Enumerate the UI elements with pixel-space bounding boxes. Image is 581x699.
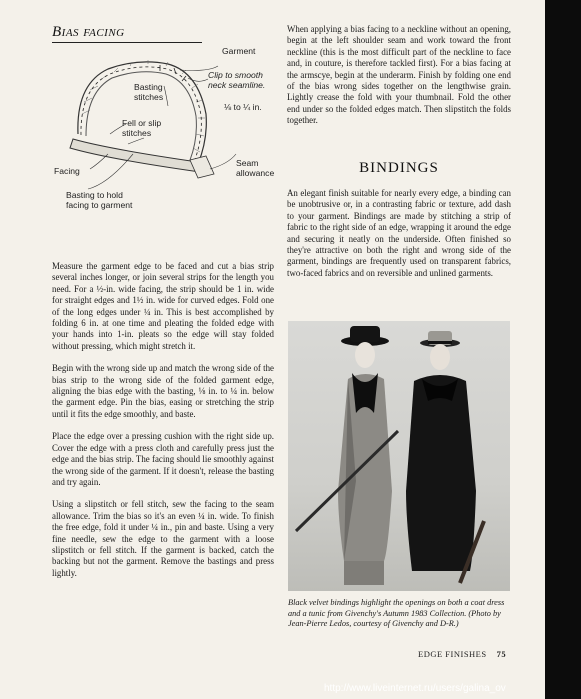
photo-caption: Black velvet bindings highlight the openings on both a coat dress and a tunic from Givenchy's Autumn 1983 Collection. (Photo by Jean-Pierre Ledos, courtesy of Givenchy and D-R.) [288, 598, 505, 628]
photo-illustration [288, 321, 510, 591]
paragraph: Measure the garment edge to be faced and cut a bias strip several inches longer, or join several strips for the length you need. For a ½-in. wide facing, the strip should be 1 in. wide for straight edges and 1½ in. wide for curved edges. Fold one of the long edges under ¼ in. This is best accomplished by folding 6 in. at one time and pleating the folded edge with your hands into 1-in. pleats so the edge will stay folded without pressing, which might stretch it. [52, 261, 274, 351]
watermark-url: http://www.liveinternet.ru/users/galina_ov [324, 683, 506, 694]
label-garment: Garment [222, 46, 256, 56]
label-fell-slip: Fell or slip stitches [122, 118, 162, 138]
label-basting-hold: Basting to hold facing to garment [66, 190, 133, 210]
left-column-text [52, 261, 274, 579]
label-eighth-quarter: ⅛ to ¼ in. [224, 102, 262, 112]
paragraph: Using a slipstitch or fell stitch, sew the facing to the seam allowance. Trim the bias so it's an even ¼ in. wide. To finish the free edge, fold it under ¼ in., pin and baste. Using a very fine needle, sew the edge to the garment with a loose slipstitch or fell stitch. If the garment is backed, catch the backing but not the garment. Remove the bastings and press lightly. [52, 499, 274, 578]
paragraph: An elegant finish suitable for nearly every edge, a binding can be unobtrusive or, in a contrasting fabric or texture, add dash to your garment. Bindings are made by stitching a strip of fabric to the right side of an edge, wrapping it around the edge and securing it neatly on the underside. Often finished so they're attractive on both the right and wrong side of the garment, bindings are frequently used on transparent fabrics, two-faced fabrics and on reversible and unlined garments. [287, 188, 511, 278]
label-basting-stitches: Basting stitches [134, 82, 164, 102]
fashion-photo [288, 321, 510, 591]
bindings-heading: BINDINGS [359, 160, 439, 176]
bias-facing-diagram [48, 44, 283, 224]
footer-section: EDGE FINISHES [418, 649, 487, 659]
label-facing: Facing [54, 166, 80, 176]
page-number: 75 [496, 649, 507, 659]
paragraph: Place the edge over a pressing cushion with the right side up. Cover the edge with a press cloth and carefully press just the edge and the bias strip. The facing should lie smoothly against the wrong side of the garment. If it doesn't, release the basting and try again. [52, 431, 274, 487]
paragraph: When applying a bias facing to a neckline without an opening, begin at the left shoulder seam and work toward the front neckline (this is the most difficult part of the neckline to face and, in couture, is therefore tackled first). For a bias facing at the armscye, begin at the underarm. Finish by folding one end of the bias wrong sides together on the lengthwise grain. Lightly crease the fold with your thumbnail. Fold the other end under so the folded edges match. Then slipstitch the folds together. [287, 24, 511, 126]
right-column-intro [287, 24, 511, 127]
scan-edge [545, 0, 581, 699]
page-footer [418, 649, 518, 659]
paragraph: Begin with the wrong side up and match the wrong side of the bias strip to the wrong side of the folded garment edge, aligning the bias edge with the basting, ⅛ in. to ¼ in. below the garment edge. Pin the bias, easing or stretching the strip until it fits the edge smoothly, and baste. [52, 363, 274, 419]
label-clip: Clip to smooth neck seamline. [208, 70, 266, 90]
section-title: Bias facing [52, 24, 202, 43]
bindings-text [287, 188, 511, 279]
label-seam-allowance: Seam allowance [236, 158, 275, 178]
